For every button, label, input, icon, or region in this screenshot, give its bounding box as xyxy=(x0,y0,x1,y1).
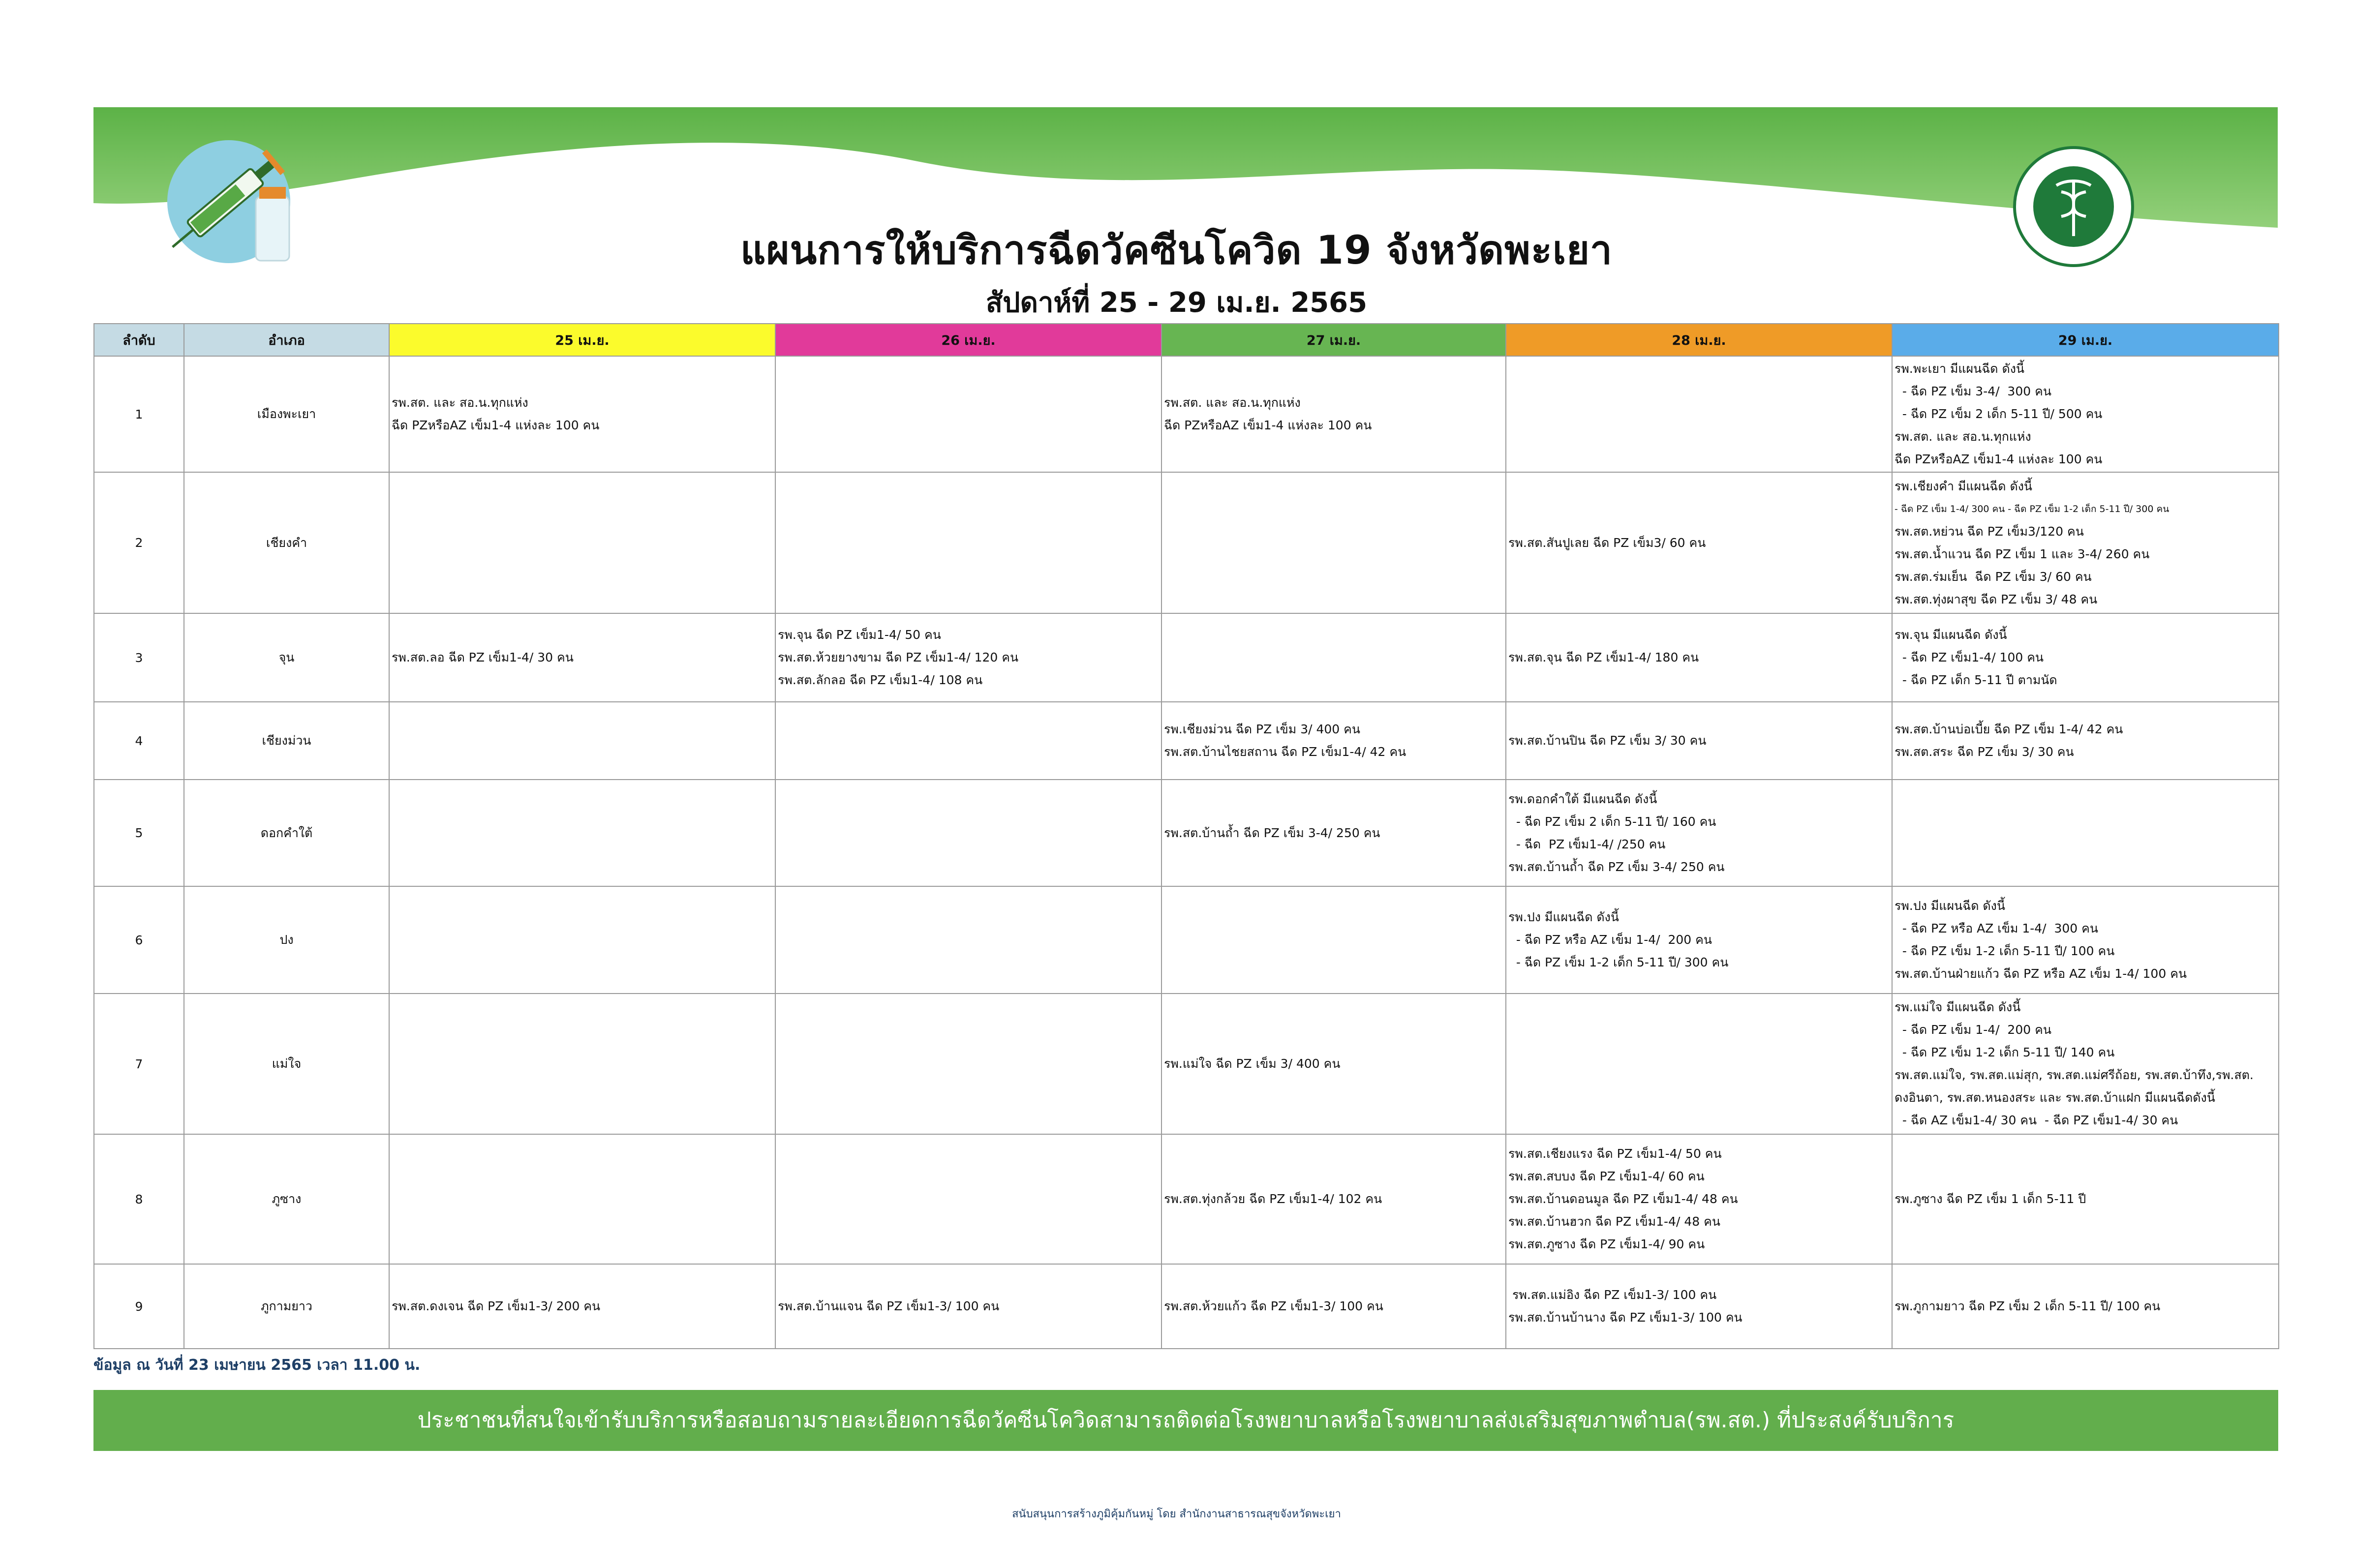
header-banner xyxy=(93,107,2278,230)
cell-day-28: รพ.ดอกคำใต้ มีแผนฉีด ดังนี้ - ฉีด PZ เข็ม 2 เด็ก 5-11 ปี/ 160 คน - ฉีด PZ เข็ม1-4/ /250 คน รพ.สต.บ้านถ้ำ ฉีด PZ เข็ม 3-4/ 250 คน xyxy=(1506,780,1892,886)
cell-day-29: รพ.สต.บ้านบ่อเบี้ย ฉีด PZ เข็ม 1-4/ 42 คน รพ.สต.สระ ฉีด PZ เข็ม 3/ 30 คน xyxy=(1892,702,2279,780)
header-day-26: 26 เม.ย. xyxy=(775,324,1161,356)
cell-day-27: รพ.สต.ทุ่งกล้วย ฉีด PZ เข็ม1-4/ 102 คน xyxy=(1161,1134,1506,1264)
cell-line: รพ.เชียงคำ มีแผนฉีด ดังนี้ xyxy=(1895,479,2033,493)
data-as-of-note: ข้อมูล ณ วันที่ 23 เมษายน 2565 เวลา 11.00 น. xyxy=(93,1357,421,1374)
cell-day-25 xyxy=(389,472,775,613)
cell-day-28 xyxy=(1506,994,1892,1134)
table-header-row xyxy=(94,324,2279,356)
cell-day-26 xyxy=(775,780,1161,886)
cell-day-29: รพ.พะเยา มีแผนฉีด ดังนี้ - ฉีด PZ เข็ม 3-4/ 300 คน - ฉีด PZ เข็ม 2 เด็ก 5-11 ปี/ 500 คน รพ.สต. และ สอ.น.ทุกแห่ง ฉีด PZหรือAZ เข็ม1-4 แห่งละ 100 คน xyxy=(1892,356,2279,472)
table-row xyxy=(94,1134,2279,1264)
cell-day-28: รพ.สต.เชียงแรง ฉีด PZ เข็ม1-4/ 50 คน รพ.สต.สบบง ฉีด PZ เข็ม1-4/ 60 คน รพ.สต.บ้านดอนมูล ฉีด PZ เข็ม1-4/ 48 คน รพ.สต.บ้านฮวก ฉีด PZ เข็ม1-4/ 48 คน รพ.สต.ภูซาง ฉีด PZ เข็ม1-4/ 90 คน xyxy=(1506,1134,1892,1264)
cell-day-29: รพ.ภูกามยาว ฉีด PZ เข็ม 2 เด็ก 5-11 ปี/ 100 คน xyxy=(1892,1264,2279,1349)
row-district: จุน xyxy=(184,613,389,702)
page-title: แผนการให้บริการฉีดวัคซีนโควิด 19 จังหวัดพะเยา xyxy=(740,227,1613,273)
row-no: 2 xyxy=(94,472,184,613)
header-district: อำเภอ xyxy=(184,324,389,356)
cell-line-small: - ฉีด PZ เข็ม 1-4/ 300 คน - ฉีด PZ เข็ม 1-2 เด็ก 5-11 ปี/ 300 คน xyxy=(1895,503,2170,514)
row-no: 7 xyxy=(94,994,184,1134)
cell-day-29: รพ.จุน มีแผนฉีด ดังนี้ - ฉีด PZ เข็ม1-4/ 100 คน - ฉีด PZ เด็ก 5-11 ปี ตามนัด xyxy=(1892,613,2279,702)
cell-day-27: รพ.สต.ห้วยแก้ว ฉีด PZ เข็ม1-3/ 100 คน xyxy=(1161,1264,1506,1349)
cell-day-26: รพ.จุน ฉีด PZ เข็ม1-4/ 50 คน รพ.สต.ห้วยยางขาม ฉีด PZ เข็ม1-4/ 120 คน รพ.สต.ลักลอ ฉีด PZ เข็ม1-4/ 108 คน xyxy=(775,613,1161,702)
row-district: ดอกคำใต้ xyxy=(184,780,389,886)
row-district: ปง xyxy=(184,886,389,994)
cell-day-28: รพ.ปง มีแผนฉีด ดังนี้ - ฉีด PZ หรือ AZ เข็ม 1-4/ 200 คน - ฉีด PZ เข็ม 1-2 เด็ก 5-11 ปี/ 300 คน xyxy=(1506,886,1892,994)
cell-day-25: รพ.สต.ลอ ฉีด PZ เข็ม1-4/ 30 คน xyxy=(389,613,775,702)
table-row xyxy=(94,613,2279,702)
cell-day-26 xyxy=(775,356,1161,472)
cell-day-25 xyxy=(389,886,775,994)
row-district: ภูกามยาว xyxy=(184,1264,389,1349)
cell-day-25 xyxy=(389,994,775,1134)
row-district: เชียงม่วน xyxy=(184,702,389,780)
cell-day-26 xyxy=(775,994,1161,1134)
cell-day-26 xyxy=(775,472,1161,613)
row-no: 6 xyxy=(94,886,184,994)
page-subtitle: สัปดาห์ที่ 25 - 29 เม.ย. 2565 xyxy=(985,287,1368,319)
cell-line: รพ.สต.หย่วน ฉีด PZ เข็ม3/120 คน รพ.สต.น้ำแวน ฉีด PZ เข็ม 1 และ 3-4/ 260 คน รพ.สต.ร่มเย็น ฉีด PZ เข็ม 3/ 60 คน รพ.สต.ทุ่งผาสุข ฉีด PZ เข็ม 3/ 48 คน xyxy=(1895,524,2150,606)
cell-day-29: รพ.แม่ใจ มีแผนฉีด ดังนี้ - ฉีด PZ เข็ม 1-4/ 200 คน - ฉีด PZ เข็ม 1-2 เด็ก 5-11 ปี/ 140 คน รพ.สต.แม่ใจ, รพ.สต.แม่สุก, รพ.สต.แม่ศรีถ้อย, รพ.สต.บ้าทึง,รพ.สต. ดงอินตา, รพ.สต.หนองสระ และ รพ.สต.บ้าแฝก มีแผนฉีดดังนี้ - ฉีด AZ เข็ม1-4/ 30 คน - ฉีด PZ เข็ม1-4/ 30 คน xyxy=(1892,994,2279,1134)
table-row xyxy=(94,886,2279,994)
row-district: เมืองพะเยา xyxy=(184,356,389,472)
row-no: 5 xyxy=(94,780,184,886)
header-day-27: 27 เม.ย. xyxy=(1161,324,1506,356)
vaccination-plan-table xyxy=(93,323,2279,1349)
cell-day-27: รพ.แม่ใจ ฉีด PZ เข็ม 3/ 400 คน xyxy=(1161,994,1506,1134)
cell-day-29 xyxy=(1892,780,2279,886)
cell-day-29 xyxy=(1892,472,2279,613)
cell-day-27: รพ.เชียงม่วน ฉีด PZ เข็ม 3/ 400 คน รพ.สต.บ้านไชยสถาน ฉีด PZ เข็ม1-4/ 42 คน xyxy=(1161,702,1506,780)
cell-day-25 xyxy=(389,1134,775,1264)
row-district: ภูซาง xyxy=(184,1134,389,1264)
cell-day-28: รพ.สต.จุน ฉีด PZ เข็ม1-4/ 180 คน xyxy=(1506,613,1892,702)
table-row xyxy=(94,472,2279,613)
cell-day-27 xyxy=(1161,613,1506,702)
header-day-29: 29 เม.ย. xyxy=(1892,324,2279,356)
credit-line: สนับสนุนการสร้างภูมิคุ้มกันหมู่ โดย สำนักงานสาธารณสุขจังหวัดพะเยา xyxy=(1012,1508,1341,1520)
table-row xyxy=(94,356,2279,472)
row-no: 3 xyxy=(94,613,184,702)
cell-day-28 xyxy=(1506,356,1892,472)
cell-day-26 xyxy=(775,886,1161,994)
table-row xyxy=(94,994,2279,1134)
table-row xyxy=(94,702,2279,780)
cell-day-27 xyxy=(1161,886,1506,994)
row-district: เชียงคำ xyxy=(184,472,389,613)
cell-day-29: รพ.ภูซาง ฉีด PZ เข็ม 1 เด็ก 5-11 ปี xyxy=(1892,1134,2279,1264)
cell-day-28: รพ.สต.บ้านปิน ฉีด PZ เข็ม 3/ 30 คน xyxy=(1506,702,1892,780)
cell-day-26 xyxy=(775,702,1161,780)
cell-day-25 xyxy=(389,702,775,780)
cell-day-25: รพ.สต. และ สอ.น.ทุกแห่ง ฉีด PZหรือAZ เข็ม1-4 แห่งละ 100 คน xyxy=(389,356,775,472)
cell-day-27: รพ.สต. และ สอ.น.ทุกแห่ง ฉีด PZหรือAZ เข็ม1-4 แห่งละ 100 คน xyxy=(1161,356,1506,472)
table-row xyxy=(94,780,2279,886)
table-row xyxy=(94,1264,2279,1349)
cell-day-29: รพ.ปง มีแผนฉีด ดังนี้ - ฉีด PZ หรือ AZ เข็ม 1-4/ 300 คน - ฉีด PZ เข็ม 1-2 เด็ก 5-11 ปี/ 100 คน รพ.สต.บ้านฝ่ายแก้ว ฉีด PZ หรือ AZ เข็ม 1-4/ 100 คน xyxy=(1892,886,2279,994)
cell-day-25: รพ.สต.ดงเจน ฉีด PZ เข็ม1-3/ 200 คน xyxy=(389,1264,775,1349)
cell-day-25 xyxy=(389,780,775,886)
header-no: ลำดับ xyxy=(94,324,184,356)
row-no: 4 xyxy=(94,702,184,780)
cell-day-27 xyxy=(1161,472,1506,613)
header-day-25: 25 เม.ย. xyxy=(389,324,775,356)
cell-day-28: รพ.สต.แม่อิง ฉีด PZ เข็ม1-3/ 100 คน รพ.สต.บ้านบ้านาง ฉีด PZ เข็ม1-3/ 100 คน xyxy=(1506,1264,1892,1349)
cell-day-27: รพ.สต.บ้านถ้ำ ฉีด PZ เข็ม 3-4/ 250 คน xyxy=(1161,780,1506,886)
row-district: แม่ใจ xyxy=(184,994,389,1134)
header-day-28: 28 เม.ย. xyxy=(1506,324,1892,356)
footer-message: ประชาชนที่สนใจเข้ารับบริการหรือสอบถามรายละเอียดการฉีดวัคซีนโควิดสามารถติดต่อโรงพยาบาลหรือโรงพยาบาลส่งเสริมสุขภาพตำบล(รพ.สต.) ที่ประสงค์รับบริการ xyxy=(93,1390,2278,1451)
row-no: 1 xyxy=(94,356,184,472)
row-no: 9 xyxy=(94,1264,184,1349)
cell-day-28: รพ.สต.สันปูเลย ฉีด PZ เข็ม3/ 60 คน xyxy=(1506,472,1892,613)
cell-day-26: รพ.สต.บ้านแจน ฉีด PZ เข็ม1-3/ 100 คน xyxy=(775,1264,1161,1349)
row-no: 8 xyxy=(94,1134,184,1264)
cell-day-26 xyxy=(775,1134,1161,1264)
